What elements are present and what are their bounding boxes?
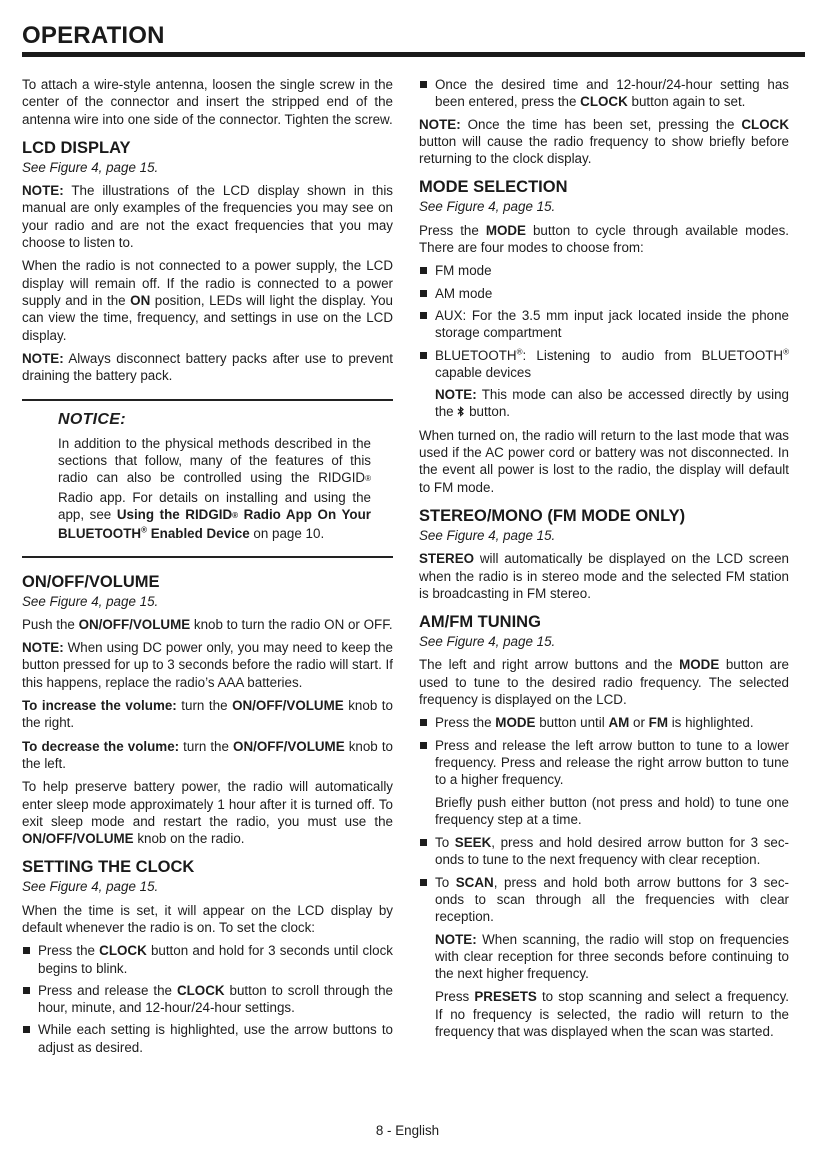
registered-mark: ® <box>783 347 789 357</box>
page-title: OPERATION <box>22 22 165 49</box>
text: button again to set. <box>627 94 746 110</box>
notice-title: NOTICE: <box>58 411 126 429</box>
text: To <box>435 835 455 851</box>
text: turn the <box>179 738 234 754</box>
sleep-mode-paragraph <box>22 778 393 847</box>
tuning-intro <box>419 656 789 708</box>
header-rule <box>22 52 805 57</box>
lcd-figure-ref: See Figure 4, page 15. <box>22 159 159 175</box>
text: Using the RIDGID <box>116 506 233 522</box>
text: to stop scanning and select a frequency. If no frequency is selected, the radio will return to the frequency that was displayed when the scan was started. <box>435 989 789 1040</box>
lcd-note-2 <box>22 350 393 385</box>
text: button. <box>465 404 511 420</box>
registered-mark: ® <box>365 474 371 484</box>
bluetooth-mode-note <box>419 386 789 421</box>
text: : Listening to audio from BLUETOOTH <box>522 347 784 363</box>
knob-label: ON/OFF/VOLUME <box>22 831 134 847</box>
text: button to cycle through available modes. There are four modes to choose from: <box>419 222 789 256</box>
text: button are used to tune to the desired radio frequency. The selected frequency is displayed on the LCD. <box>419 657 789 708</box>
tuning-figure-ref: See Figure 4, page 15. <box>419 634 556 650</box>
text: button until <box>535 715 609 731</box>
clock-intro: When the time is set, it will appear on the LCD display by default whenever the radio is on. To set the clock: <box>22 902 393 935</box>
text: knob to the left. <box>22 738 394 771</box>
on-off-figure-ref: See Figure 4, page 15. <box>22 593 159 609</box>
list-item: FM mode <box>419 262 789 279</box>
list-item: While each setting is highlighted, use the arrow buttons to adjust as desired. <box>22 1021 393 1056</box>
decrease-label: To decrease the volume: <box>22 738 180 754</box>
dc-power-note <box>22 639 393 691</box>
text: Radio App On Your BLUETOOTH <box>58 506 371 542</box>
text: Press <box>435 989 475 1005</box>
note-label: NOTE: <box>419 116 461 132</box>
text: Press the <box>38 943 100 959</box>
list-item <box>419 76 789 111</box>
am-label: AM <box>608 715 630 731</box>
list-item <box>22 942 393 977</box>
on-off-volume-heading: ON/OFF/VOLUME <box>22 572 160 591</box>
list-item: AUX: For the 3.5 mm input jack located inside the phone storage compartment <box>419 307 789 342</box>
note-text: When using DC power only, you may need to keep the button pressed for up to 3 seconds before the radio will start. If this happens, replace the radio’s AAA batteries. <box>22 640 393 690</box>
fm-label: FM <box>648 715 668 731</box>
text: The left and right arrow buttons and the <box>419 657 680 673</box>
clock-steps-list-continued <box>419 76 789 111</box>
clock-label: CLOCK <box>99 943 147 959</box>
stereo-label: STEREO <box>419 551 475 567</box>
list-item <box>419 347 789 382</box>
mode-intro <box>419 222 789 257</box>
text: on page 10. <box>249 526 325 542</box>
increase-label: To increase the volume: <box>22 698 177 714</box>
text: button will cause the radio frequency to show briefly before returning to the clock display. <box>419 133 789 167</box>
list-item: AM mode <box>419 285 789 302</box>
note-label: NOTE: <box>435 931 477 947</box>
text: Radio app. For details on installing and using the app, see <box>58 489 371 522</box>
tuning-steps-list <box>419 714 789 788</box>
note-text: The illustrations of the LCD display shown in this manual are only examples of the frequencies you may see on your radio and are not the exact frequencies that you may choose to listen to. <box>22 183 393 251</box>
stereo-paragraph <box>419 550 789 602</box>
modes-list <box>419 262 789 381</box>
registered-mark: ® <box>141 525 147 535</box>
text: , press and hold desired arrow button for 3 sec-onds to tune to the next frequency with clear reception. <box>435 835 790 868</box>
push-knob-paragraph <box>22 616 393 633</box>
text: is highlighted. <box>667 715 754 731</box>
text: knob to the right. <box>22 698 393 731</box>
right-column <box>419 76 789 1046</box>
scan-note <box>419 931 789 983</box>
mode-label: MODE <box>495 715 536 731</box>
lcd-power-paragraph <box>22 257 393 343</box>
increase-volume-paragraph <box>22 697 393 732</box>
text: When the radio is not connected to a power supply, the LCD display will remain off. If the radio is connected to a power supply and in the <box>22 258 393 308</box>
text: To <box>435 874 456 890</box>
note-label: NOTE: <box>22 350 64 366</box>
stereo-mono-heading: STEREO/MONO (FM MODE ONLY) <box>419 506 686 525</box>
list-item <box>419 834 789 869</box>
text: Push the <box>22 616 79 632</box>
knob-label: ON/OFF/VOLUME <box>232 698 344 714</box>
text: position, LEDs will light the display. You can view the time, frequency, and settings in use on the LCD display. <box>22 292 394 343</box>
text: knob to turn the radio ON or OFF. <box>190 616 393 632</box>
registered-mark: ® <box>232 510 239 520</box>
clock-label: CLOCK <box>176 982 225 998</box>
step-tuning-note: Briefly push either button (not press and hold) to tune one frequency step at a time. <box>435 794 789 827</box>
mode-label: MODE <box>679 657 720 673</box>
note-label: NOTE: <box>22 640 64 656</box>
text: Press the <box>419 222 486 238</box>
text: BLUETOOTH <box>435 347 517 363</box>
text: turn the <box>176 698 233 714</box>
stereo-figure-ref: See Figure 4, page 15. <box>419 527 556 543</box>
registered-mark: ® <box>516 347 523 357</box>
text: Press and release the <box>38 982 177 998</box>
antenna-paragraph: To attach a wire-style antenna, loosen the single screw in the center of the connector and insert the stripped end of the antenna wire into one side of the connector. Tighten the screw. <box>22 77 393 127</box>
note-label: NOTE: <box>22 183 64 199</box>
notice-box <box>22 399 393 557</box>
left-column <box>22 76 393 1061</box>
text: Once the time has been set, pressing the <box>460 116 742 132</box>
text: capable devices <box>435 364 532 380</box>
lcd-display-heading: LCD DISPLAY <box>22 138 131 157</box>
text: knob on the radio. <box>133 831 245 847</box>
text: Enabled Device <box>146 526 250 542</box>
text: button to scroll through the hour, minute, and 12-hour/24-hour settings. <box>38 982 393 1016</box>
am-fm-tuning-heading: AM/FM TUNING <box>419 613 541 632</box>
knob-label: ON/OFF/VOLUME <box>78 616 191 632</box>
list-item <box>22 982 393 1017</box>
list-item <box>419 714 789 731</box>
setting-clock-heading: SETTING THE CLOCK <box>22 858 195 877</box>
text: or <box>629 715 649 731</box>
presets-paragraph <box>419 988 789 1040</box>
page-footer: 8 - English <box>375 1123 440 1138</box>
clock-label: CLOCK <box>580 94 628 110</box>
seek-label: SEEK <box>454 835 492 851</box>
seek-scan-list <box>419 834 789 925</box>
note-label: NOTE: <box>435 387 477 403</box>
text: In addition to the physical methods described in the sections that follow, many of the features of this radio can also be controlled using the RIDGID <box>58 435 371 486</box>
scan-label: SCAN <box>455 874 494 890</box>
last-mode-paragraph: When turned on, the radio will return to the last mode that was used if the AC power cord or battery was not disconnected. In the event all power is lost to the radio, the display will default to FM mode. <box>419 427 789 495</box>
lcd-note-1 <box>22 182 393 251</box>
decrease-volume-paragraph <box>22 738 393 773</box>
note-text: When scanning, the radio will stop on frequencies with clear reception for three seconds before continuing to the next higher frequency. <box>435 931 789 982</box>
presets-label: PRESETS <box>474 989 537 1005</box>
text: Once the desired time and 12-hour/24-hour setting has been entered, press the <box>435 77 789 110</box>
knob-label: ON/OFF/VOLUME <box>233 738 345 754</box>
list-item <box>419 874 789 926</box>
text: To help preserve battery power, the radio will automatically enter sleep mode approximately 1 hour after it is turned off. To exit sleep mode and restart the radio, you must use the <box>22 779 393 829</box>
text: will automatically be displayed on the LCD screen when the radio is in stereo mode and the selected FM station is broadcasting in FM stereo. <box>419 551 789 601</box>
clock-steps-list <box>22 942 393 1056</box>
notice-body <box>58 435 371 543</box>
text: Press the <box>435 715 496 731</box>
mode-label: MODE <box>485 222 526 238</box>
list-item: Press and release the left arrow button to tune to a lower frequency. Press and release the right arrow button to tune to a higher frequency. <box>419 737 789 789</box>
mode-figure-ref: See Figure 4, page 15. <box>419 199 556 215</box>
text: This mode can also be accessed directly by using the <box>435 387 789 420</box>
mode-selection-heading: MODE SELECTION <box>419 178 568 197</box>
clock-figure-ref: See Figure 4, page 15. <box>22 879 159 895</box>
text: button and hold for 3 seconds until clock begins to blink. <box>38 943 393 976</box>
clock-label: CLOCK <box>741 116 789 132</box>
text: , press and hold both arrow buttons for 3 sec-onds to scan through all the frequencies with clear reception. <box>435 874 789 925</box>
clock-note <box>419 116 789 168</box>
note-text: Always disconnect battery packs after use to prevent draining the battery pack. <box>22 350 393 384</box>
on-label: ON <box>130 292 151 308</box>
